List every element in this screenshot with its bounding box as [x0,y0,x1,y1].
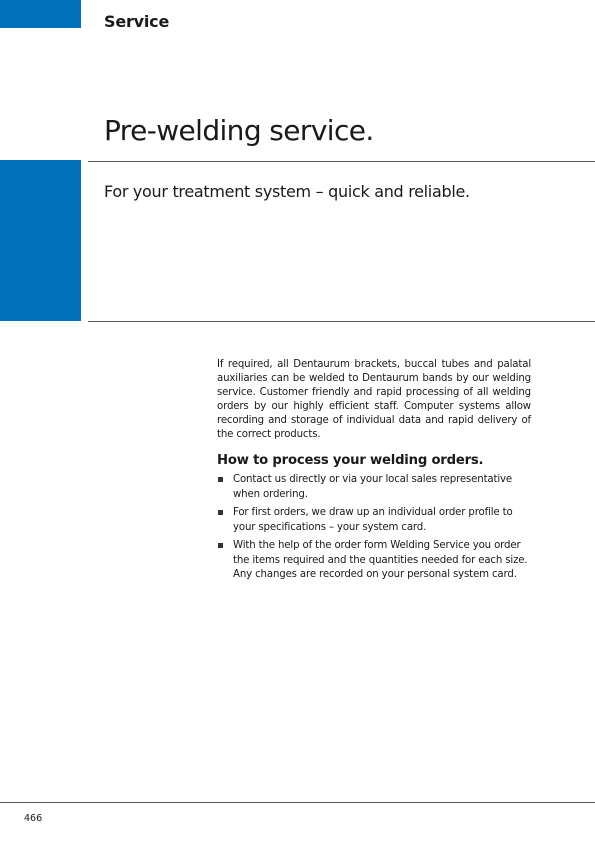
section-heading: How to process your welding orders. [217,453,484,468]
side-color-block [0,160,81,321]
steps-list [217,473,531,583]
square-bullet-icon [218,477,223,482]
page-number: 466 [24,813,43,824]
divider-footer [0,802,595,803]
square-bullet-icon [218,543,223,548]
body-content [217,358,531,587]
list-item-text: For first orders, we draw up an individual order profile to your specifications – your system card. [233,507,513,533]
list-item [217,539,531,583]
list-item [217,506,531,535]
divider-middle [88,321,595,322]
divider-top [88,161,595,162]
page-title: Pre-welding service. [104,114,374,147]
square-bullet-icon [218,510,223,515]
intro-paragraph: If required, all Dentaurum brackets, buccal tubes and palatal auxiliaries can be welded to Dentaurum bands by our welding service. Customer friendly and rapid processing of all welding orders by our highly efficient staff. Computer systems allow recording and storage of individual data and rapid delivery of the correct products. [217,359,531,440]
list-item-text: With the help of the order form Welding Service you order the items required and the quantities needed for each size. Any changes are recorded on your personal system card. [233,540,528,580]
list-item-text: Contact us directly or via your local sales representative when ordering. [233,474,513,500]
header-color-bar [0,0,81,28]
page-subtitle: For your treatment system – quick and reliable. [104,182,470,201]
list-item [217,473,531,502]
section-label: Service [104,12,170,31]
